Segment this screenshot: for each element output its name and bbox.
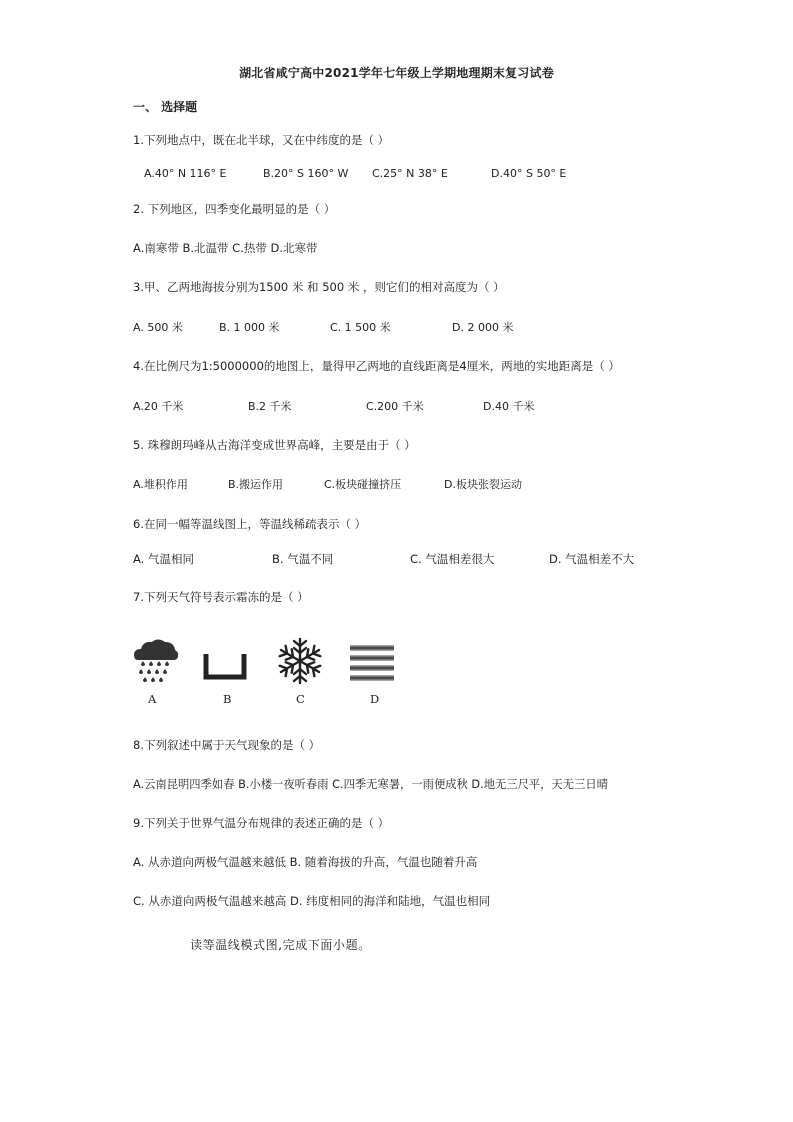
- question-4-option-d: D.40 千米: [483, 400, 535, 413]
- question-6-option-b: B. 气温不同: [272, 552, 334, 566]
- question-5-option-b: B.搬运作用: [228, 478, 284, 491]
- question-1-option-b: B.20° S 160° W: [263, 167, 349, 180]
- question-1-option-c: C.25° N 38° E: [372, 167, 448, 180]
- question-9-options-row-1: A. 从赤道向两极气温越来越低 B. 随着海拔的升高，气温也随着升高: [133, 855, 478, 869]
- symbol-label-b: B: [223, 692, 232, 706]
- question-4-stem: 4.在比例尺为1:5000000的地图上，量得甲乙两地的直线距离是4厘米，两地的实地距离是（ ）: [133, 359, 620, 373]
- question-5-option-c: C.板块碰撞挤压: [324, 478, 402, 491]
- snowflake-icon: [275, 636, 325, 686]
- section-heading: 一、 选择题: [133, 100, 198, 114]
- question-3-option-d: D. 2 000 米: [452, 321, 514, 334]
- rain-cloud-icon: [132, 636, 180, 686]
- exam-title: 湖北省咸宁高中2021学年七年级上学期地理期末复习试卷: [239, 66, 554, 80]
- question-3-option-a: A. 500 米: [133, 321, 183, 334]
- question-3-option-b: B. 1 000 米: [219, 321, 280, 334]
- symbol-label-a: A: [148, 692, 157, 706]
- question-1-option-d: D.40° S 50° E: [491, 167, 567, 180]
- question-4-option-b: B.2 千米: [248, 400, 292, 413]
- question-7-stem: 7.下列天气符号表示霜冻的是（ ）: [133, 590, 309, 604]
- question-9-options-row-2: C. 从赤道向两极气温越来越高 D. 纬度相同的海洋和陆地，气温也相同: [133, 894, 491, 908]
- frost-symbol-icon: [203, 652, 247, 682]
- question-6-stem: 6.在同一幅等温线图上，等温线稀疏表示（ ）: [133, 517, 367, 531]
- question-6-option-a: A. 气温相同: [133, 552, 194, 566]
- question-5-stem: 5. 珠穆朗玛峰从古海洋变成世界高峰，主要是由于（ ）: [133, 438, 416, 452]
- question-5-option-d: D.板块张裂运动: [444, 478, 522, 491]
- fog-lines-icon: [348, 644, 396, 682]
- question-1-option-a: A.40° N 116° E: [144, 167, 227, 180]
- question-8-options: A.云南昆明四季如春 B.小楼一夜听春雨 C.四季无寒暑，一雨便成秋 D.地无三尺平，天无三日晴: [133, 778, 608, 791]
- question-4-option-c: C.200 千米: [366, 400, 424, 413]
- symbol-label-c: C: [296, 692, 305, 706]
- question-1-stem: 1.下列地点中，既在北半球，又在中纬度的是（ ）: [133, 133, 390, 147]
- question-2-stem: 2. 下列地区，四季变化最明显的是（ ）: [133, 202, 336, 216]
- question-6-option-d: D. 气温相差不大: [549, 552, 635, 566]
- question-8-stem: 8.下列叙述中属于天气现象的是（ ）: [133, 738, 321, 752]
- question-5-option-a: A.堆积作用: [133, 478, 188, 491]
- question-3-stem: 3.甲、乙两地海拔分别为1500 米 和 500 米 ，则它们的相对高度为（ ）: [133, 280, 505, 294]
- reading-instruction: 读等温线模式图,完成下面小题。: [190, 938, 371, 952]
- question-6-option-c: C. 气温相差很大: [410, 552, 495, 566]
- question-9-stem: 9.下列关于世界气温分布规律的表述正确的是（ ）: [133, 816, 390, 830]
- symbol-label-d: D: [370, 692, 380, 706]
- question-2-options: A.南寒带 B.北温带 C.热带 D.北寒带: [133, 241, 318, 255]
- question-3-option-c: C. 1 500 米: [330, 321, 391, 334]
- question-4-option-a: A.20 千米: [133, 400, 184, 413]
